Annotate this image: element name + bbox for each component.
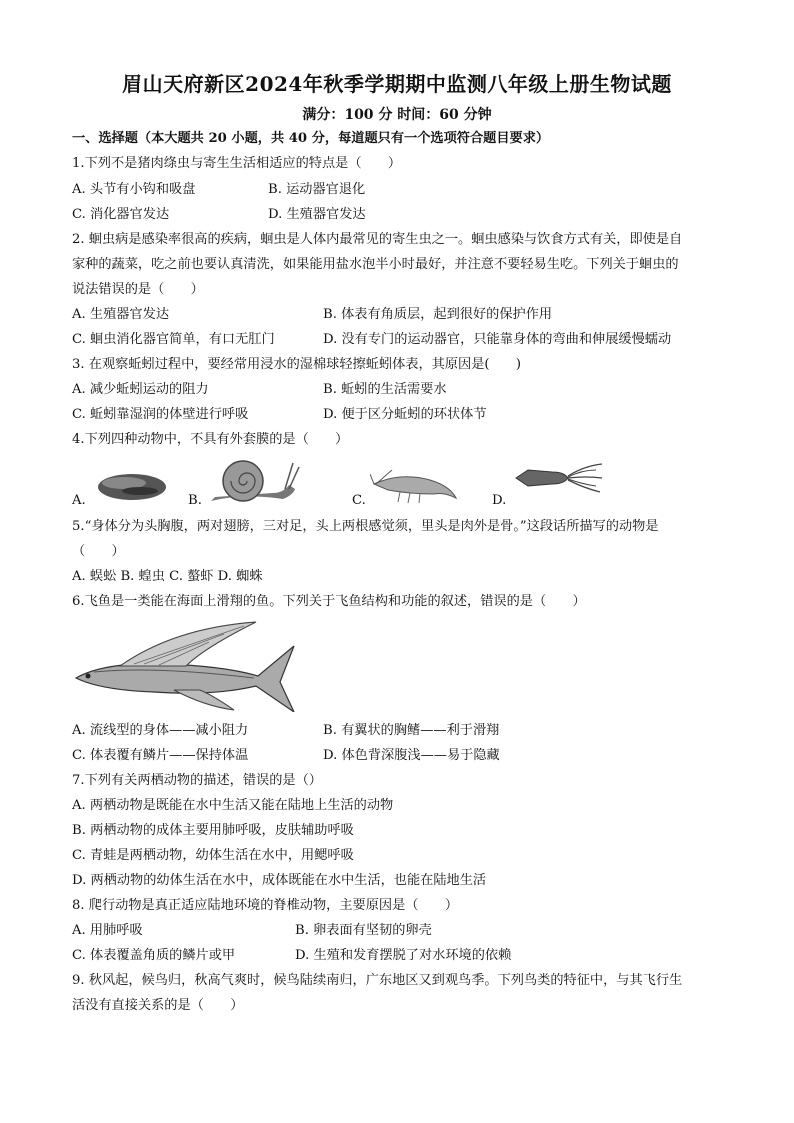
question-4-option-a-label: A. [72,493,86,508]
question-2-option-c: C. 蛔虫消化器官简单，有口无肛门 [72,332,275,347]
question-9-stem-line-1: 9. 秋风起，候鸟归，秋高气爽时，候鸟陆续南归，广东地区又到观鸟季。下列鸟类的特征中，与其飞行生 [72,973,683,988]
question-3-option-c: C. 蚯蚓靠湿润的体壁进行呼吸 [72,407,249,422]
flying-fish-icon [74,620,296,712]
question-7-option-c: C. 青蛙是两栖动物，幼体生活在水中，用鳃呼吸 [72,848,354,863]
question-4-option-d-label: D. [492,493,507,508]
question-1-option-b: B. 运动器官退化 [268,182,366,197]
question-6-option-b: B. 有翼状的胸鳍——利于滑翔 [323,723,500,738]
question-3-option-d: D. 便于区分蚯蚓的环状体节 [323,407,487,422]
shrimp-icon [370,468,465,506]
squid-icon [512,458,604,498]
section-heading: 一、选择题（本大题共 20 小题，共 40 分，每道题只有一个选项符合题目要求） [72,131,550,146]
snail-icon [205,455,300,507]
question-1-option-d: D. 生殖器官发达 [268,207,366,222]
question-8-option-d: D. 生殖和发育摆脱了对水环境的依赖 [295,948,512,963]
sea-cucumber-icon [94,465,170,505]
question-8-option-a: A. 用肺呼吸 [72,923,143,938]
question-7-option-b: B. 两栖动物的成体主要用肺呼吸，皮肤辅助呼吸 [72,823,354,838]
question-3-option-b: B. 蚯蚓的生活需要水 [323,382,447,397]
question-6-option-c: C. 体表覆有鳞片——保持体温 [72,748,249,763]
question-6-option-d: D. 体色背深腹浅——易于隐藏 [323,748,500,763]
question-3-option-a: A. 减少蚯蚓运动的阻力 [72,382,209,397]
question-4-option-c-label: C. [352,493,366,508]
question-8-stem: 8. 爬行动物是真正适应陆地环境的脊椎动物，主要原因是（ ） [72,898,459,913]
question-8-option-c: C. 体表覆盖角质的鳞片或甲 [72,948,236,963]
question-5-stem-line-2: （ ） [72,544,125,559]
question-9-stem-line-2: 活没有直接关系的是（ ） [72,998,244,1013]
question-2-stem-line-1: 2. 蛔虫病是感染率很高的疾病，蛔虫是人体内最常见的寄生虫之一。蛔虫感染与饮食方式有关，即使是自 [72,232,683,247]
question-7-stem: 7.下列有关两栖动物的描述，错误的是（） [72,773,322,788]
question-7-option-a: A. 两栖动物是既能在水中生活又能在陆地上生活的动物 [72,798,394,813]
question-1-stem: 1.下列不是猪肉绦虫与寄生生活相适应的特点是（ ） [72,156,402,171]
question-1-option-a: A. 头节有小钩和吸盘 [72,182,196,197]
question-7-option-d: D. 两栖动物的幼体生活在水中，成体既能在水中生活，也能在陆地生活 [72,873,487,888]
question-2-stem-line-3: 说法错误的是（ ） [72,282,204,297]
question-2-option-d: D. 没有专门的运动器官，只能靠身体的弯曲和伸展缓慢蠕动 [323,332,672,347]
question-2-option-b: B. 体表有角质层，起到很好的保护作用 [323,307,553,322]
question-5-options: A. 蜈蚣 B. 蝗虫 C. 螯虾 D. 蜘蛛 [72,569,263,584]
question-6-stem: 6.飞鱼是一类能在海面上滑翔的鱼。下列关于飞鱼结构和功能的叙述，错误的是（ ） [72,594,586,609]
question-8-option-b: B. 卵表面有坚韧的卵壳 [295,923,432,938]
question-1-option-c: C. 消化器官发达 [72,207,170,222]
question-5-stem-line-1: 5.“身体分为头胸腹，两对翅膀，三对足，头上两根感觉须，里头是肉外是骨。”这段话所描写的动物是 [72,519,659,534]
question-4-option-b-label: B. [188,493,202,508]
question-4-stem: 4.下列四种动物中，不具有外套膜的是（ ） [72,432,349,447]
exam-info: 满分：100 分 时间：60 分钟 [302,107,492,123]
question-2-option-a: A. 生殖器官发达 [72,307,170,322]
question-3-stem: 3. 在观察蚯蚓过程中，要经常用浸水的湿棉球轻擦蚯蚓体表，其原因是( ) [72,357,522,372]
page-title: 眉山天府新区2024年秋季学期期中监测八年级上册生物试题 [122,72,672,96]
question-6-option-a: A. 流线型的身体——减小阻力 [72,723,249,738]
question-2-stem-line-2: 家种的蔬菜，吃之前也要认真清洗，如果能用盐水泡半小时最好，并注意不要轻易生吃。下列关于蛔虫的 [72,257,679,272]
